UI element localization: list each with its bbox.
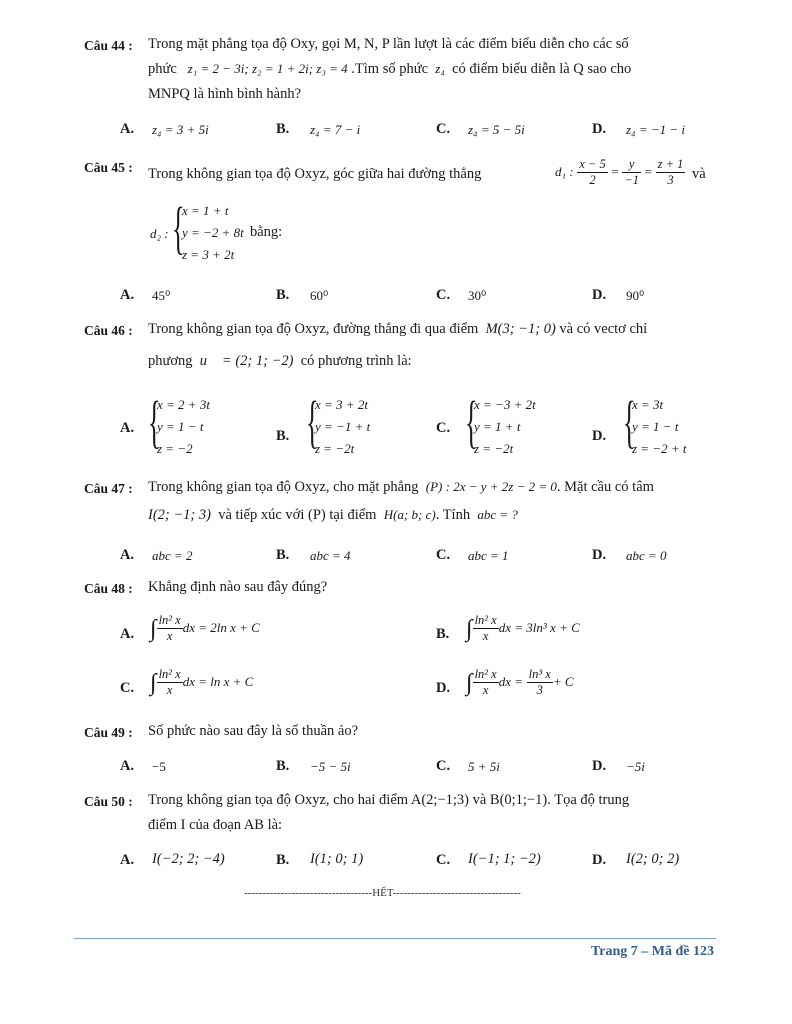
q47-text-c: và tiếp xúc với (P) tại điểm	[218, 507, 377, 523]
q49-option-d-label[interactable]: D.	[592, 758, 607, 774]
q45-d2-label: d₂ :	[150, 226, 169, 241]
q48-option-a-label[interactable]: A.	[120, 626, 135, 642]
question-49-line1: Số phức nào sau đây là số thuần ảo?	[148, 723, 359, 739]
q44-option-a-label[interactable]: A.	[120, 121, 135, 137]
q48-d-num: ln² x	[474, 667, 497, 682]
q48-a-num: ln² x	[158, 613, 181, 628]
q44-option-b-label[interactable]: B.	[276, 121, 290, 137]
q48-option-c[interactable]	[150, 666, 253, 698]
q47-ask: abc = ?	[477, 507, 518, 522]
q45-option-b[interactable]: 60⁰	[310, 288, 329, 303]
q47-option-a[interactable]: abc = 2	[152, 548, 193, 563]
q45-frac1-den: 2	[589, 173, 596, 187]
q48-d-rden: 3	[536, 683, 543, 698]
q48-option-b-label[interactable]: B.	[436, 626, 450, 642]
q46-c-row-2: y = 1 + t	[474, 419, 521, 434]
q45-option-c-label[interactable]: C.	[436, 287, 451, 303]
q48-b-den: x	[482, 629, 489, 644]
q45-sys-row-2: y = −2 + 8t	[182, 225, 244, 240]
q47-center: I(2; −1; 3)	[148, 507, 211, 523]
page-footer: Trang 7 – Mã đề 123	[590, 944, 714, 959]
q46-option-b-label[interactable]: B.	[276, 428, 290, 444]
q46-b-row-2: y = −1 + t	[315, 419, 371, 434]
q48-option-a[interactable]	[150, 612, 260, 644]
q46-d-row-3: z = −2 + t	[632, 441, 687, 456]
q50-option-a[interactable]: I(−2; 2; −4)	[152, 851, 225, 867]
q45-brace: {	[172, 195, 185, 260]
q47-option-a-label[interactable]: A.	[120, 547, 135, 563]
q44-equation: z₁ = 2 − 3i; z₂ = 1 + 2i; z₃ = 4	[187, 61, 348, 76]
question-47-line2	[148, 507, 518, 524]
q45-frac2-den: −1	[624, 173, 639, 187]
q48-b-integral-icon: ∫	[466, 616, 473, 642]
q45-option-c[interactable]: 30⁰	[468, 288, 487, 303]
q46-b-row-1: x = 3 + 2t	[315, 397, 368, 412]
question-50-line1: Trong không gian tọa độ Oxyz, cho hai điểm A(2;−1;3) và B(0;1;−1). Tọa độ trung	[148, 792, 630, 808]
q50-option-b[interactable]: I(1; 0; 1)	[310, 851, 364, 867]
q49-option-b[interactable]: −5 − 5i	[310, 759, 351, 774]
q44-option-d[interactable]: z₄ = −1 − i	[626, 122, 686, 137]
q50-option-b-label[interactable]: B.	[276, 852, 290, 868]
q48-d-tail: + C	[552, 674, 574, 689]
q49-option-b-label[interactable]: B.	[276, 758, 290, 774]
q48-option-d-label[interactable]: D.	[436, 680, 451, 696]
q45-sys-row-1: x = 1 + t	[182, 203, 229, 218]
q46-c-row-1: x = −3 + 2t	[474, 397, 536, 412]
q48-a-den: x	[166, 629, 173, 644]
q48-option-c-label[interactable]: C.	[120, 680, 135, 696]
question-44-line2	[148, 61, 631, 78]
q45-frac1-num: x − 5	[579, 157, 606, 171]
question-45-line1: Trong không gian tọa độ Oxyz, góc giữa hai đường thẳng	[148, 166, 482, 182]
q46-text-c: phương	[148, 353, 193, 369]
question-49-number: Câu 49 :	[84, 725, 133, 740]
q48-c-num: ln² x	[158, 667, 181, 682]
q44-option-b[interactable]: z₄ = 7 − i	[310, 122, 361, 137]
q45-frac3-den: 3	[667, 173, 674, 187]
q47-option-d-label[interactable]: D.	[592, 547, 607, 563]
q48-option-b[interactable]	[466, 612, 580, 644]
q46-text-b: và có vectơ chỉ	[559, 321, 648, 337]
q50-option-a-label[interactable]: A.	[120, 852, 135, 868]
question-46-line2	[148, 353, 412, 370]
q44-option-d-label[interactable]: D.	[592, 121, 607, 137]
q49-option-d[interactable]: −5i	[626, 759, 645, 774]
q44-text-b: .Tìm số phức	[351, 61, 429, 77]
q48-d-den: x	[482, 683, 489, 698]
q47-option-c-label[interactable]: C.	[436, 547, 451, 563]
q46-text-d: có phương trình là:	[300, 353, 412, 369]
q48-b-frac	[473, 613, 499, 644]
q46-text-a: Trong không gian tọa độ Oxyz, đường thẳng đi qua điểm	[148, 321, 479, 337]
q46-d-row-1: x = 3t	[632, 397, 664, 412]
q49-option-a-label[interactable]: A.	[120, 758, 135, 774]
q48-a-frac	[157, 613, 183, 644]
q46-c-row-3: z = −2t	[474, 441, 514, 456]
q47-text-b: . Mặt cầu có tâm	[556, 479, 654, 495]
q45-tail: bằng:	[250, 224, 283, 240]
q48-c-frac	[157, 667, 183, 698]
q46-point: M(3; −1; 0)	[485, 321, 556, 337]
q48-c-den: x	[166, 683, 173, 698]
question-47-number: Câu 47 :	[84, 481, 133, 496]
q48-d-integral-icon: ∫	[466, 670, 473, 696]
q45-option-a[interactable]: 45⁰	[152, 288, 171, 303]
q45-option-a-label[interactable]: A.	[120, 287, 135, 303]
question-48-line1: Khẳng định nào sau đây đúng?	[148, 579, 328, 595]
question-46-number: Câu 46 :	[84, 323, 133, 338]
q46-b-row-3: z = −2t	[315, 441, 355, 456]
q44-z4: z₄	[435, 61, 445, 76]
q49-option-c-label[interactable]: C.	[436, 758, 451, 774]
q48-a-rhs: dx = 2ln x + C	[182, 620, 260, 635]
q50-option-d[interactable]: I(2; 0; 2)	[626, 851, 680, 867]
q48-d-mid: dx =	[498, 674, 524, 689]
q47-option-c[interactable]: abc = 1	[468, 548, 509, 563]
q46-d-brace: {	[623, 389, 636, 454]
q46-option-c-label[interactable]: C.	[436, 420, 451, 436]
q47-text-d: . Tính	[435, 507, 471, 523]
q48-a-integral-icon: ∫	[150, 616, 157, 642]
q46-b-brace: {	[306, 389, 319, 454]
q45-frac3-num: z + 1	[657, 157, 684, 171]
q48-b-num: ln² x	[474, 613, 497, 628]
q46-a-row-1: x = 2 + 3t	[157, 397, 210, 412]
end-marker: -----------------------------------HẾT-----------------------------------	[244, 887, 521, 899]
q45-d1-equation: d₁ : $\frac{x - 5}{2}$ = $\frac{y}{-1}$ = $\frac{z + 1}{3}$	[555, 157, 684, 187]
footer-divider	[74, 938, 716, 939]
q48-c-integral-icon: ∫	[150, 670, 157, 696]
q46-option-d-label[interactable]: D.	[592, 428, 607, 444]
q46-a-brace: {	[148, 389, 161, 454]
q45-option-b-label[interactable]: B.	[276, 287, 290, 303]
q46-option-a-label[interactable]: A.	[120, 420, 135, 436]
q48-option-d[interactable]	[466, 666, 574, 698]
question-48-number: Câu 48 :	[84, 581, 133, 596]
q47-option-b-label[interactable]: B.	[276, 547, 290, 563]
q46-vector: u⃗ = (2; 1; −2)	[199, 353, 294, 369]
q45-sys-row-3: z = 3 + 2t	[182, 247, 235, 262]
q45-option-d-label[interactable]: D.	[592, 287, 607, 303]
question-50-number: Câu 50 :	[84, 794, 133, 809]
question-50-line2: điểm I của đoạn AB là:	[148, 817, 283, 833]
q47-option-b[interactable]: abc = 4	[310, 548, 351, 563]
q44-option-a[interactable]: z₄ = 3 + 5i	[152, 122, 209, 137]
q46-c-brace: {	[465, 389, 478, 454]
q44-text-c: có điểm biểu diễn là Q sao cho	[452, 61, 632, 77]
q47-plane: (P) : 2x − y + 2z − 2 = 0	[425, 479, 557, 494]
q47-text-a: Trong không gian tọa độ Oxyz, cho mặt phẳng	[148, 479, 419, 495]
q45-option-d[interactable]: 90⁰	[626, 288, 645, 303]
q48-d-rnum: ln³ x	[528, 667, 551, 682]
q48-c-rhs: dx = ln x + C	[182, 674, 254, 689]
q45-and: và	[692, 166, 706, 182]
q47-point-h: H(a; b; c)	[383, 507, 436, 522]
q49-option-c[interactable]: 5 + 5i	[468, 759, 500, 774]
q47-option-d[interactable]: abc = 0	[626, 548, 667, 563]
q44-text-a: phức	[148, 61, 177, 77]
question-47-line1	[148, 479, 654, 496]
q45-frac2-num: y	[622, 157, 641, 173]
q46-a-row-3: z = −2	[157, 441, 193, 456]
question-45-number: Câu 45 :	[84, 160, 133, 175]
q49-option-a[interactable]: −5	[152, 759, 166, 774]
q45-frac-3	[656, 157, 686, 188]
q48-b-rhs: dx = 3ln³ x + C	[498, 620, 580, 635]
q50-option-d-label[interactable]: D.	[592, 852, 607, 868]
q45-frac-2	[622, 157, 641, 188]
q44-option-c-label[interactable]: C.	[436, 121, 451, 137]
question-44-line3: MNPQ là hình bình hành?	[148, 86, 302, 102]
q44-option-c[interactable]: z₄ = 5 − 5i	[468, 122, 525, 137]
q45-d1-label: d₁ :	[555, 163, 574, 179]
q48-d-frac	[473, 667, 499, 698]
q50-option-c[interactable]: I(−1; 1; −2)	[468, 851, 541, 867]
q50-option-c-label[interactable]: C.	[436, 852, 451, 868]
question-44-number: Câu 44 :	[84, 38, 133, 53]
question-44-line1: Trong mặt phẳng tọa độ Oxy, gọi M, N, P lần lượt là các điểm biểu diễn cho các số	[148, 36, 629, 52]
question-46-line1	[148, 321, 647, 338]
q45-frac-1	[577, 157, 607, 188]
q48-d-rfrac	[527, 667, 553, 698]
q46-d-row-2: y = 1 − t	[632, 419, 679, 434]
q46-a-row-2: y = 1 − t	[157, 419, 204, 434]
